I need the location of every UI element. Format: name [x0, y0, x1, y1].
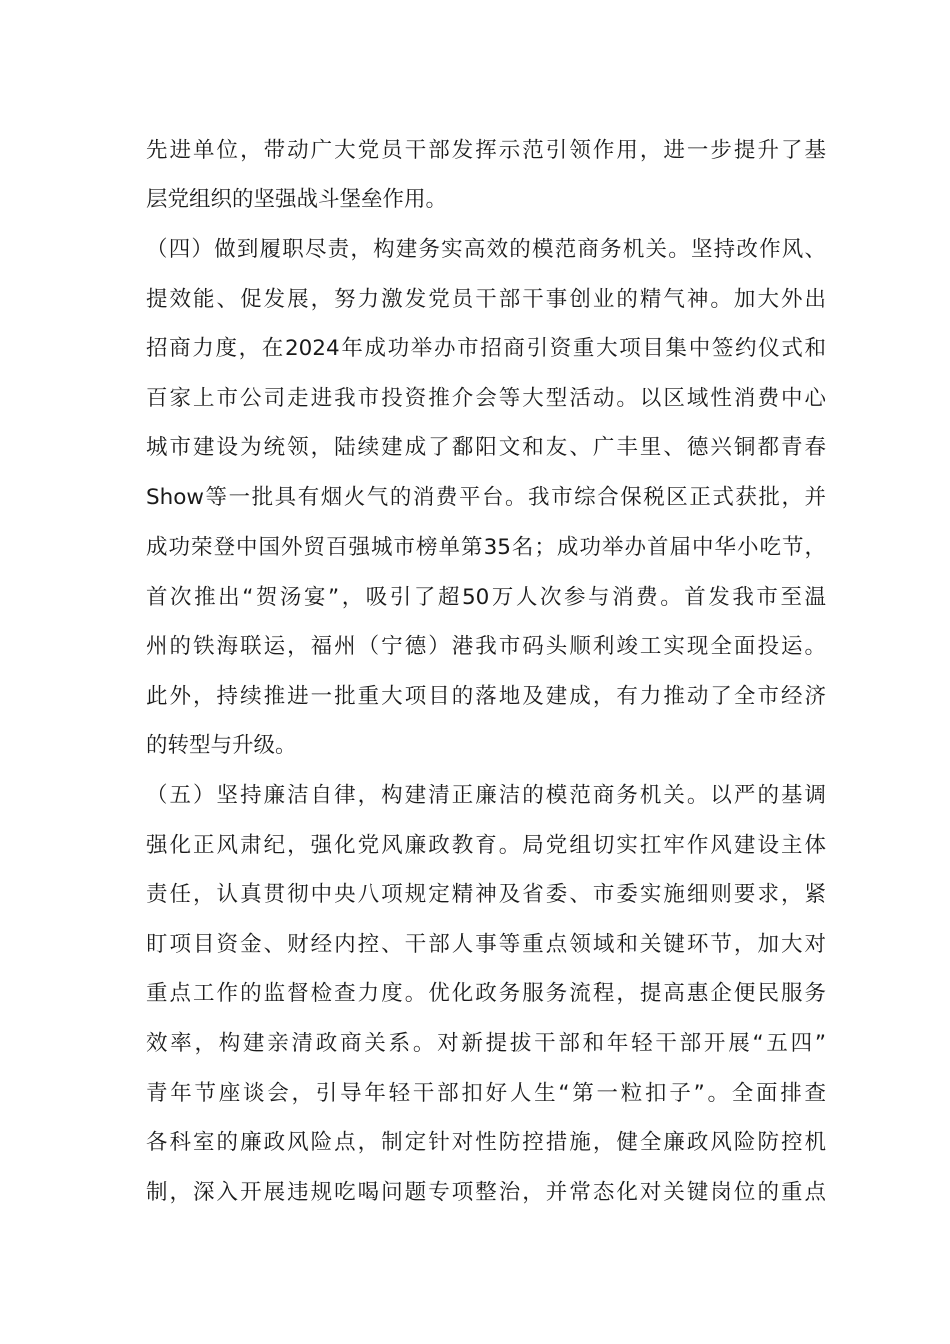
- text-line: 先进单位，带动广大党员干部发挥示范引领作用，进一步提升了基: [146, 138, 826, 163]
- text-line: 重点工作的监督检查力度。优化政务服务流程，提高惠企便民服务: [146, 981, 826, 1006]
- text-line: 城市建设为统领，陆续建成了鄱阳文和友、广丰里、德兴铜都青春: [146, 435, 826, 460]
- text-line: 百家上市公司走进我市投资推介会等大型活动。以区域性消费中心: [146, 386, 826, 411]
- text-line: （五）坚持廉洁自律，构建清正廉洁的模范商务机关。以严的基调: [146, 783, 826, 808]
- text-line: 首次推出“贺汤宴”，吸引了超50万人次参与消费。首发我市至温: [146, 585, 826, 610]
- text-line: 责任，认真贯彻中央八项规定精神及省委、市委实施细则要求，紧: [146, 882, 826, 907]
- text-line: 青年节座谈会，引导年轻干部扣好人生“第一粒扣子”。全面排查: [146, 1081, 826, 1106]
- text-line: 各科室的廉政风险点，制定针对性防控措施，健全廉政风险防控机: [146, 1130, 826, 1155]
- text-line: 盯项目资金、财经内控、干部人事等重点领域和关键环节，加大对: [146, 932, 826, 957]
- text-line: 的转型与升级。: [146, 733, 297, 758]
- text-line: （四）做到履职尽责，构建务实高效的模范商务机关。坚持改作风、: [146, 237, 826, 262]
- text-line: 强化正风肃纪，强化党风廉政教育。局党组切实扛牢作风建设主体: [146, 833, 826, 858]
- text-line: Show等一批具有烟火气的消费平台。我市综合保税区正式获批，并: [146, 485, 826, 510]
- text-line: 此外，持续推进一批重大项目的落地及建成，有力推动了全市经济: [146, 684, 826, 709]
- text-line: 提效能、促发展，努力激发党员干部干事创业的精气神。加大外出: [146, 287, 826, 312]
- text-line: 成功荣登中国外贸百强城市榜单第35名；成功举办首届中华小吃节，: [146, 535, 826, 560]
- text-line: 制，深入开展违规吃喝问题专项整治，并常态化对关键岗位的重点: [146, 1180, 826, 1205]
- text-line: 层党组织的坚强战斗堡垒作用。: [146, 187, 448, 212]
- text-line: 效率，构建亲清政商关系。对新提拔干部和年轻干部开展“五四”: [146, 1031, 826, 1056]
- text-line: 州的铁海联运，福州（宁德）港我市码头顺利竣工实现全面投运。: [146, 634, 826, 659]
- text-line: 招商力度，在2024年成功举办市招商引资重大项目集中签约仪式和: [146, 336, 826, 361]
